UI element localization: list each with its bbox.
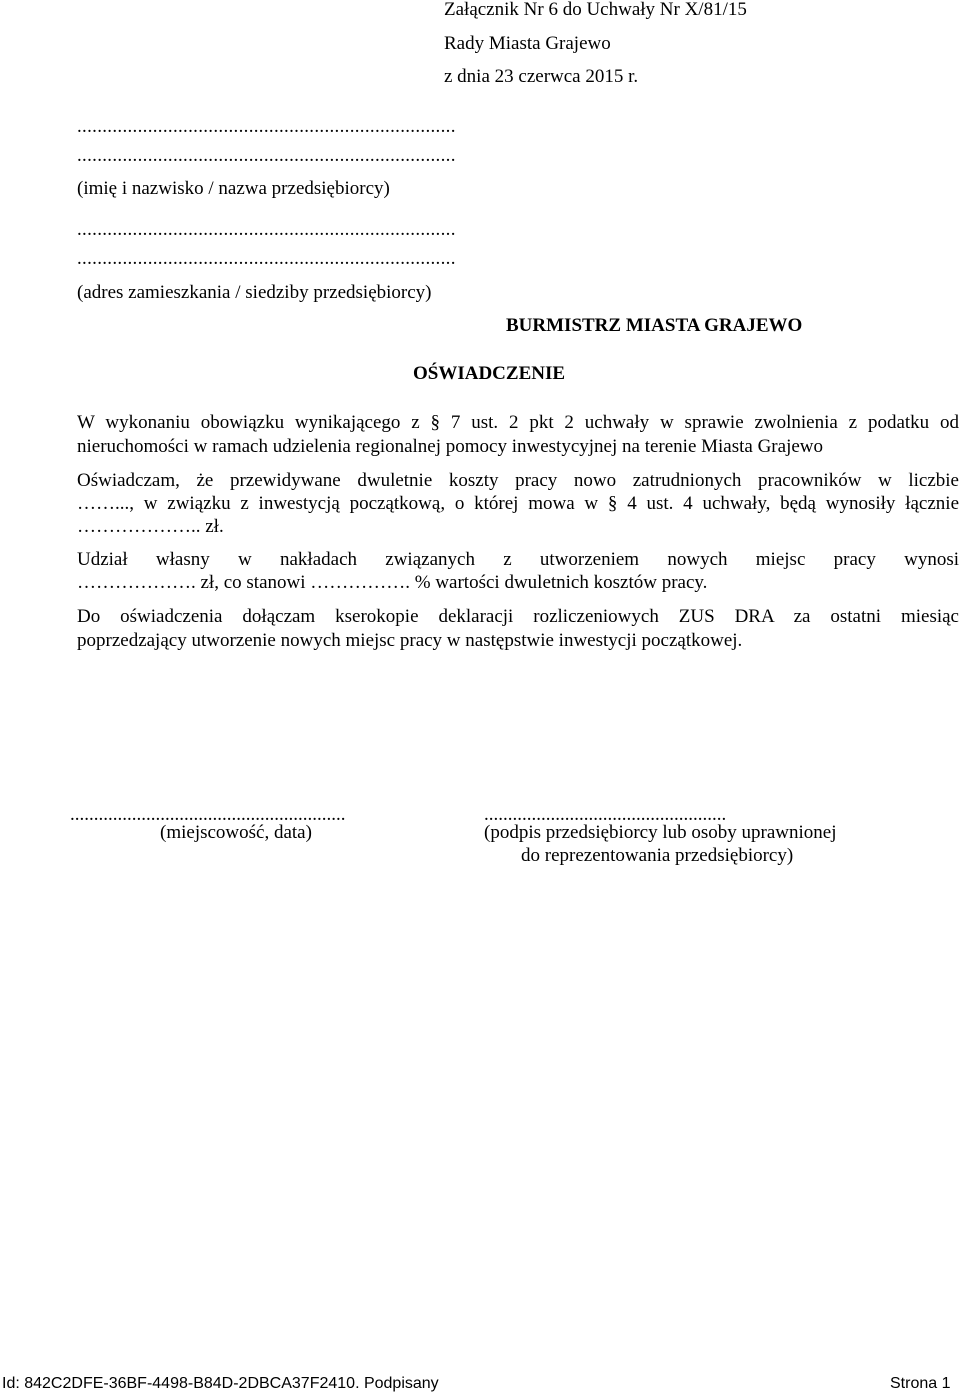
signature-dots: ................................................... [484,804,727,825]
attachment-line: Załącznik Nr 6 do Uchwały Nr X/81/15 [444,0,747,20]
signature-label-line-2: do reprezentowania przedsiębiorcy) [521,845,794,866]
document-title: OŚWIADCZENIE [413,363,566,384]
council-line: Rady Miasta Grajewo [444,33,611,54]
paragraph-2-line-1: Oświadczam, że przewidywane dwuletnie koszty pracy nowo zatrudnionych pracowników w liczbie [77,470,959,491]
place-date-dots: .......................................................... [70,804,346,825]
paragraph-4-line-2: poprzedzający utworzenie nowych miejsc pracy w następstwie inwestycji początkowej. [77,630,743,651]
recipient-heading: BURMISTRZ MIASTA GRAJEWO [506,315,803,336]
name-dots-line-1: ........................................................................... [77,116,456,137]
paragraph-4-line-1: Do oświadczenia dołączam kserokopie deklaracji rozliczeniowych ZUS DRA za ostatni miesiąc [77,606,959,627]
signature-label-line-1: (podpis przedsiębiorcy lub osoby uprawnionej [484,822,837,843]
footer-document-id: Id: 842C2DFE-36BF-4498-B84D-2DBCA37F2410. Podpisany [2,1375,439,1392]
date-line: z dnia 23 czerwca 2015 r. [444,66,639,87]
address-label: (adres zamieszkania / siedziby przedsiębiorcy) [77,282,432,303]
paragraph-2-line-3: ……………….. zł. [77,516,224,537]
address-dots-line-1: ........................................................................... [77,219,456,240]
paragraph-2-line-2: ……..., w związku z inwestycją początkową, o której mowa w § 4 ust. 4 uchwały, będą wynosiły łącznie [77,493,959,514]
paragraph-1-line-2: nieruchomości w ramach udzielenia regionalnej pomocy inwestycyjnej na terenie Miasta Grajewo [77,436,824,457]
paragraph-1-line-1: W wykonaniu obowiązku wynikającego z § 7 ust. 2 pkt 2 uchwały w sprawie zwolnienia z podatku od [77,412,959,433]
paragraph-3-line-2: ………………. zł, co stanowi ……………. % wartości dwuletnich kosztów pracy. [77,572,708,593]
place-date-label: (miejscowość, data) [160,822,312,843]
paragraph-3-line-1: Udział własny w nakładach związanych z utworzeniem nowych miejsc pracy wynosi [77,549,959,570]
address-dots-line-2: ........................................................................... [77,248,456,269]
name-dots-line-2: ........................................................................... [77,145,456,166]
name-label: (imię i nazwisko / nazwa przedsiębiorcy) [77,178,390,199]
footer-page-number: Strona 1 [890,1375,951,1392]
